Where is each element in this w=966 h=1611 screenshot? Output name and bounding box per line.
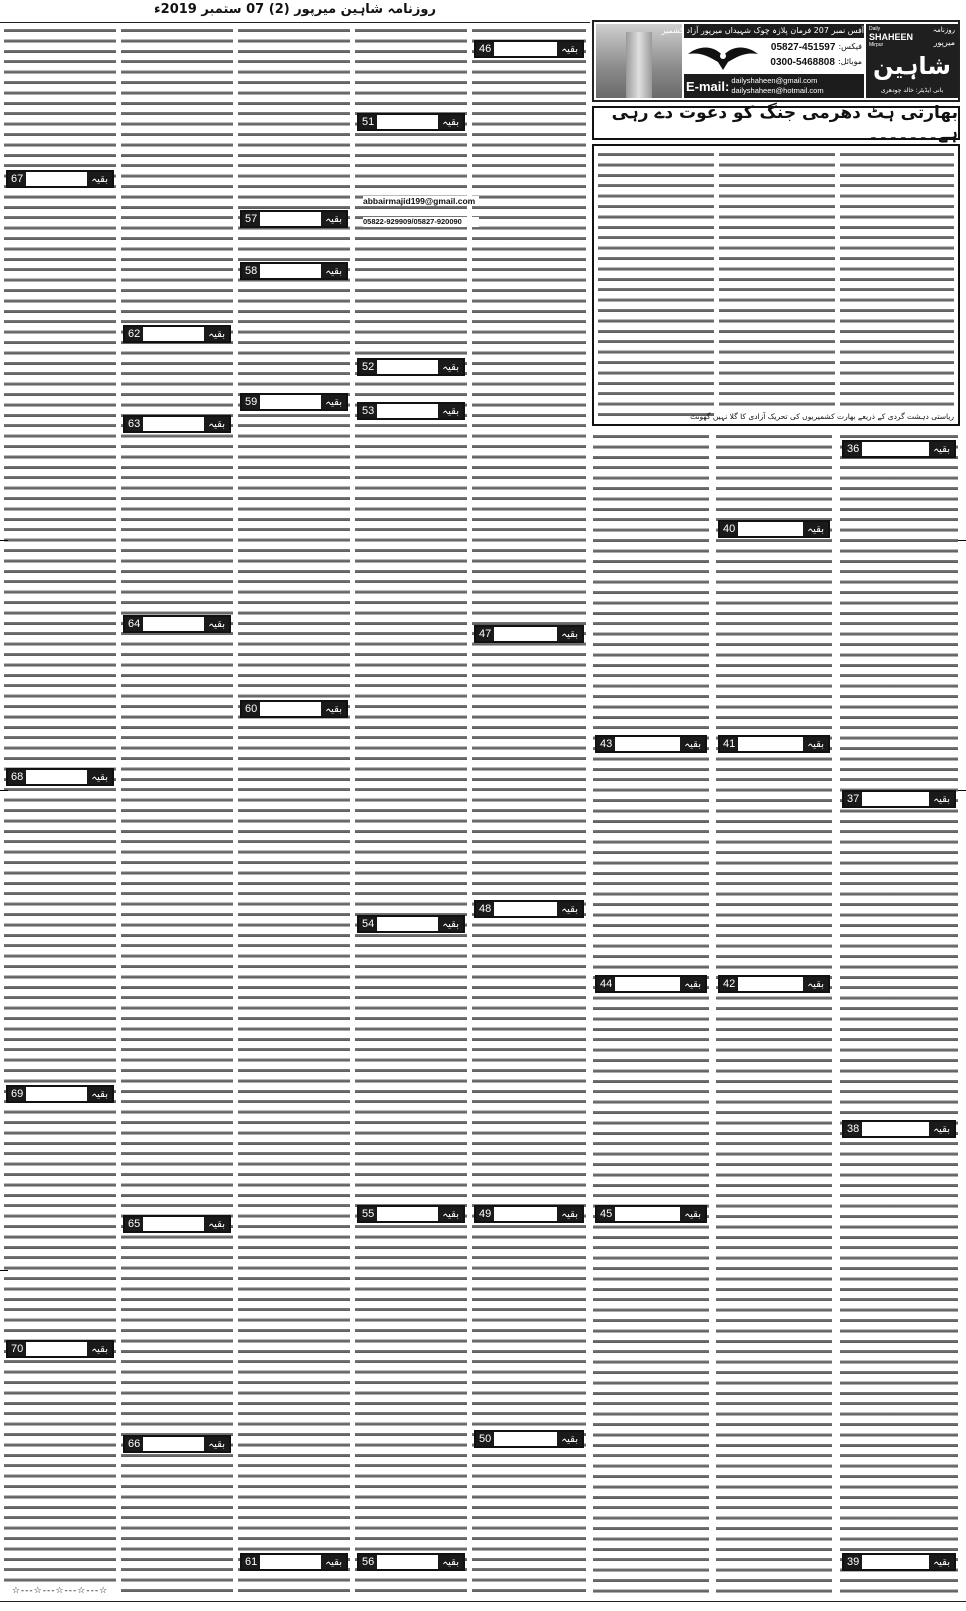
article-column bbox=[4, 26, 116, 1597]
date-line: روزنامہ شاہین میرپور (2) 07 ستمبر 2019ء bbox=[154, 2, 436, 17]
continuation-box bbox=[240, 210, 348, 228]
editorial-headline: بھارتی ہٹ دھرمی جنگ کو دعوت دے رہی ہے۔۔۔۔۔۔۔ bbox=[592, 106, 960, 140]
continuation-label: بقیہ bbox=[438, 404, 463, 418]
continuation-label: بقیہ bbox=[204, 327, 229, 341]
continuation-label: بقیہ bbox=[929, 792, 954, 806]
eagle-icon bbox=[688, 40, 758, 72]
continuation-label: بقیہ bbox=[557, 42, 582, 56]
continuation-blank bbox=[260, 1555, 321, 1569]
continuation-label: بقیہ bbox=[929, 442, 954, 456]
continuation-label: بقیہ bbox=[321, 264, 346, 278]
continuation-number: 59 bbox=[242, 395, 260, 409]
continuation-number: 58 bbox=[242, 264, 260, 278]
continuation-number: 53 bbox=[359, 404, 377, 418]
continuation-box bbox=[240, 1553, 348, 1571]
mobile-label: موبائل: bbox=[837, 57, 862, 66]
continuation-box bbox=[357, 1205, 465, 1223]
logo-en-small: Daily bbox=[869, 26, 881, 32]
editorial-box bbox=[592, 144, 960, 426]
continuation-blank bbox=[26, 1087, 87, 1101]
email-hotmail[interactable]: dailyshaheen@hotmail.com bbox=[731, 86, 824, 95]
continuation-box bbox=[474, 625, 584, 643]
continuation-label: بقیہ bbox=[321, 702, 346, 716]
fax-label: فیکس: bbox=[838, 42, 862, 51]
continuation-blank bbox=[494, 1207, 557, 1221]
continuation-label: بقیہ bbox=[204, 1437, 229, 1451]
continuation-number: 67 bbox=[8, 172, 26, 186]
continuation-blank bbox=[260, 702, 321, 716]
continuation-label: بقیہ bbox=[557, 1207, 582, 1221]
continuation-number: 43 bbox=[597, 737, 615, 751]
continuation-blank bbox=[260, 395, 321, 409]
continuation-blank bbox=[615, 737, 680, 751]
continuation-box bbox=[6, 768, 114, 786]
fold-mark bbox=[958, 540, 966, 541]
continuation-box bbox=[357, 915, 465, 933]
continuation-blank bbox=[862, 1122, 929, 1136]
contact-block bbox=[661, 24, 864, 98]
continuation-box bbox=[474, 1430, 584, 1448]
continuation-blank bbox=[862, 1555, 929, 1569]
article-column bbox=[716, 432, 832, 1597]
editorial-column bbox=[598, 150, 714, 420]
continuation-blank bbox=[494, 42, 557, 56]
editorial-column bbox=[719, 150, 835, 410]
continuation-blank bbox=[260, 264, 321, 278]
article-column bbox=[472, 26, 586, 1597]
continuation-box bbox=[123, 615, 231, 633]
continuation-number: 61 bbox=[242, 1555, 260, 1569]
continuation-number: 66 bbox=[125, 1437, 143, 1451]
continuation-number: 65 bbox=[125, 1217, 143, 1231]
continuation-box bbox=[357, 113, 465, 131]
continuation-box bbox=[474, 40, 584, 58]
continuation-box bbox=[718, 520, 830, 538]
monument-image bbox=[626, 32, 652, 98]
continuation-label: بقیہ bbox=[803, 977, 828, 991]
continuation-box bbox=[474, 1205, 584, 1223]
continuation-number: 52 bbox=[359, 360, 377, 374]
continuation-label: بقیہ bbox=[680, 737, 705, 751]
continuation-box bbox=[595, 975, 707, 993]
continuation-blank bbox=[738, 737, 803, 751]
continuation-blank bbox=[377, 404, 438, 418]
continuation-number: 69 bbox=[8, 1087, 26, 1101]
continuation-number: 56 bbox=[359, 1555, 377, 1569]
continuation-number: 38 bbox=[844, 1122, 862, 1136]
continuation-blank bbox=[26, 172, 87, 186]
continuation-number: 54 bbox=[359, 917, 377, 931]
continuation-box bbox=[123, 1435, 231, 1453]
continuation-label: بقیہ bbox=[438, 1555, 463, 1569]
continuation-blank bbox=[862, 442, 929, 456]
continuation-blank bbox=[143, 327, 204, 341]
continuation-number: 46 bbox=[476, 42, 494, 56]
end-marks: ☆---☆---☆---☆---☆ bbox=[4, 1586, 116, 1598]
logo-en-city: Mirpur bbox=[869, 42, 884, 48]
continuation-box bbox=[240, 262, 348, 280]
continuation-blank bbox=[143, 1217, 204, 1231]
continuation-blank bbox=[143, 1437, 204, 1451]
continuation-box bbox=[595, 1205, 707, 1223]
continuation-box bbox=[123, 1215, 231, 1233]
continuation-blank bbox=[26, 770, 87, 784]
fax-row bbox=[771, 42, 862, 53]
contact-email-text: abbairmajid199@gmail.com bbox=[363, 196, 479, 206]
continuation-blank bbox=[615, 977, 680, 991]
continuation-number: 39 bbox=[844, 1555, 862, 1569]
continuation-box bbox=[6, 170, 114, 188]
continuation-blank bbox=[738, 977, 803, 991]
logo-urdu: شاہین bbox=[872, 52, 952, 80]
continuation-label: بقیہ bbox=[204, 1217, 229, 1231]
continuation-number: 70 bbox=[8, 1342, 26, 1356]
continuation-number: 50 bbox=[476, 1432, 494, 1446]
continuation-blank bbox=[494, 902, 557, 916]
fold-mark bbox=[958, 790, 966, 791]
continuation-number: 44 bbox=[597, 977, 615, 991]
continuation-blank bbox=[377, 1555, 438, 1569]
continuation-blank bbox=[494, 1432, 557, 1446]
continuation-label: بقیہ bbox=[438, 1207, 463, 1221]
continuation-label: بقیہ bbox=[438, 917, 463, 931]
continuation-number: 40 bbox=[720, 522, 738, 536]
continuation-label: بقیہ bbox=[557, 902, 582, 916]
continuation-box bbox=[718, 735, 830, 753]
masthead bbox=[592, 20, 960, 102]
continuation-number: 49 bbox=[476, 1207, 494, 1221]
continuation-label: بقیہ bbox=[438, 360, 463, 374]
continuation-label: بقیہ bbox=[87, 1087, 112, 1101]
newspaper-logo bbox=[866, 24, 958, 98]
continuation-number: 57 bbox=[242, 212, 260, 226]
mobile-row bbox=[770, 57, 862, 68]
continuation-blank bbox=[738, 522, 803, 536]
continuation-label: بقیہ bbox=[557, 1432, 582, 1446]
continuation-blank bbox=[143, 617, 204, 631]
article-column bbox=[840, 432, 958, 1597]
continuation-number: 62 bbox=[125, 327, 143, 341]
footer-rule bbox=[0, 1601, 966, 1602]
continuation-number: 64 bbox=[125, 617, 143, 631]
continuation-box bbox=[240, 700, 348, 718]
continuation-box bbox=[842, 1120, 956, 1138]
continuation-label: بقیہ bbox=[204, 617, 229, 631]
continuation-box bbox=[357, 402, 465, 420]
continuation-box bbox=[718, 975, 830, 993]
continuation-number: 51 bbox=[359, 115, 377, 129]
continuation-label: بقیہ bbox=[557, 627, 582, 641]
continuation-label: بقیہ bbox=[321, 1555, 346, 1569]
continuation-box bbox=[6, 1340, 114, 1358]
continuation-box bbox=[6, 1085, 114, 1103]
continuation-number: 36 bbox=[844, 442, 862, 456]
continuation-box bbox=[595, 735, 707, 753]
continuation-number: 45 bbox=[597, 1207, 615, 1221]
continuation-label: بقیہ bbox=[87, 770, 112, 784]
email-label: E-mail: bbox=[686, 78, 730, 94]
continuation-number: 47 bbox=[476, 627, 494, 641]
continuation-blank bbox=[143, 417, 204, 431]
continuation-label: بقیہ bbox=[680, 977, 705, 991]
continuation-label: بقیہ bbox=[321, 212, 346, 226]
continuation-box bbox=[357, 358, 465, 376]
continuation-label: بقیہ bbox=[929, 1122, 954, 1136]
continuation-number: 60 bbox=[242, 702, 260, 716]
continuation-number: 48 bbox=[476, 902, 494, 916]
continuation-box bbox=[123, 325, 231, 343]
logo-en: SHAHEEN bbox=[869, 32, 914, 42]
continuation-number: 63 bbox=[125, 417, 143, 431]
continuation-blank bbox=[377, 1207, 438, 1221]
logo-en-block bbox=[869, 26, 913, 48]
email-block bbox=[684, 74, 864, 98]
continuation-blank bbox=[260, 212, 321, 226]
editor-name: بانی ایڈیٹر: خالد چودھری bbox=[880, 87, 944, 94]
continuation-box bbox=[842, 790, 956, 808]
continuation-box bbox=[240, 393, 348, 411]
continuation-blank bbox=[377, 917, 438, 931]
fold-mark bbox=[0, 1270, 8, 1271]
continuation-blank bbox=[494, 627, 557, 641]
continuation-number: 68 bbox=[8, 770, 26, 784]
continuation-blank bbox=[615, 1207, 680, 1221]
continuation-box bbox=[123, 415, 231, 433]
continuation-label: بقیہ bbox=[87, 1342, 112, 1356]
fax-number: 05827-451597 bbox=[770, 42, 836, 53]
article-column bbox=[355, 26, 467, 1597]
continuation-blank bbox=[377, 115, 438, 129]
office-address: آفس نمبر 207 فرمان پلازہ چوک شہیداں میرپور آزاد کشمیر bbox=[684, 24, 864, 38]
header-rule bbox=[0, 22, 590, 23]
continuation-label: بقیہ bbox=[680, 1207, 705, 1221]
logo-city: میرپور bbox=[933, 38, 955, 47]
continuation-label: بقیہ bbox=[803, 522, 828, 536]
continuation-box bbox=[474, 900, 584, 918]
continuation-blank bbox=[26, 1342, 87, 1356]
article-column bbox=[121, 26, 233, 1597]
continuation-number: 55 bbox=[359, 1207, 377, 1221]
continuation-label: بقیہ bbox=[929, 1555, 954, 1569]
continuation-blank bbox=[377, 360, 438, 374]
continuation-box bbox=[842, 440, 956, 458]
editorial-caption-line: ریاستی دہشت گردی کے ذریعے بھارت کشمیریوں کی تحریک آزادی کا گلا نہیں گھونٹ bbox=[690, 412, 954, 421]
continuation-box bbox=[357, 1553, 465, 1571]
continuation-number: 41 bbox=[720, 737, 738, 751]
fold-mark bbox=[0, 540, 8, 541]
continuation-blank bbox=[862, 792, 929, 806]
mobile-number: 0300-5468808 bbox=[770, 57, 835, 68]
editorial-column bbox=[840, 150, 954, 412]
email-gmail[interactable]: dailyshaheen@gmail.com bbox=[731, 76, 818, 85]
article-column bbox=[593, 432, 709, 1597]
continuation-number: 37 bbox=[844, 792, 862, 806]
contact-phones-text: 05822-929909/05827-920090 bbox=[363, 217, 479, 227]
continuation-label: بقیہ bbox=[204, 417, 229, 431]
continuation-box bbox=[842, 1553, 956, 1571]
continuation-label: بقیہ bbox=[438, 115, 463, 129]
logo-prefix: روزنامہ bbox=[932, 26, 955, 34]
fold-mark bbox=[0, 790, 8, 791]
continuation-label: بقیہ bbox=[321, 395, 346, 409]
continuation-number: 42 bbox=[720, 977, 738, 991]
continuation-label: بقیہ bbox=[87, 172, 112, 186]
continuation-label: بقیہ bbox=[803, 737, 828, 751]
